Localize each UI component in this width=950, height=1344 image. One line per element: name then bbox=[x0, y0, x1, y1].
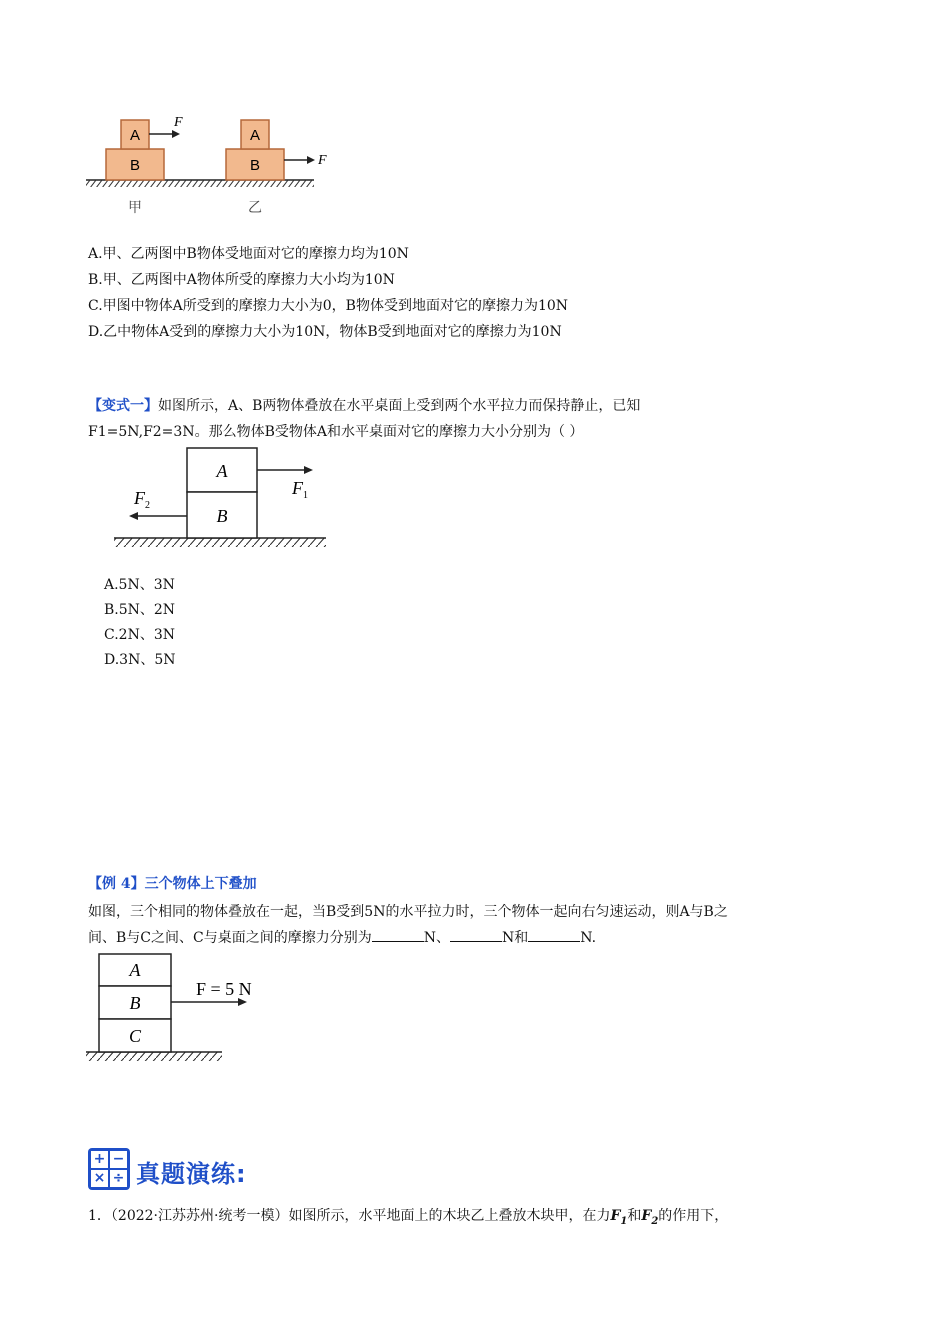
figure-variant1 bbox=[110, 446, 340, 558]
q1-option-b: B.甲、乙两图中A物体所受的摩擦力大小均为10N bbox=[88, 272, 395, 288]
ex4-label-c: C bbox=[128, 1026, 142, 1046]
yi-label-b: B bbox=[249, 157, 261, 174]
v1-f2-label: $F_2$ bbox=[134, 488, 150, 511]
blank-3 bbox=[528, 927, 580, 942]
variant1-line2: F1=5N,F2=3N。那么物体B受物体A和水平桌面对它的摩擦力大小分别为（ ） bbox=[88, 424, 584, 440]
variant1-tag: 【变式一】 bbox=[88, 398, 158, 414]
variant1-text1: 如图所示，A、B两物体叠放在水平桌面上受到两个水平拉力而保持静止，已知 bbox=[158, 398, 641, 414]
v1-option-b: B.5N、2N bbox=[104, 602, 176, 618]
v1-label-a: A bbox=[216, 461, 228, 481]
jia-label-b: B bbox=[129, 157, 141, 174]
question1-line: 1．（2022·江苏苏州·统考一模）如图所示，水平地面上的木块乙上叠放木块甲，在力$F_1$和$F_2$的作用下， bbox=[88, 1208, 729, 1227]
example4-line1: 如图，三个相同的物体叠放在一起，当B受到5N的水平拉力时，三个物体一起向右匀速运动，则A与B之 bbox=[88, 904, 728, 920]
variant1-line1 bbox=[88, 396, 640, 416]
v1-label-b: B bbox=[216, 506, 228, 526]
q1-option-d: D.乙中物体A受到的摩擦力大小为10N，物体B受到地面对它的摩擦力为10N bbox=[88, 324, 562, 340]
v1-option-c: C.2N、3N bbox=[104, 627, 175, 643]
yi-force-label: F bbox=[318, 153, 327, 168]
yi-label-a: A bbox=[249, 127, 261, 144]
q1-option-c: C.甲图中物体A所受到的摩擦力大小为0，B物体受到地面对它的摩擦力为10N bbox=[88, 298, 569, 314]
ex4-label-a: A bbox=[129, 960, 141, 980]
v1-f1-label: $F_1$ bbox=[292, 478, 308, 501]
label-jia: 甲 bbox=[128, 200, 142, 216]
figure-example4 bbox=[84, 950, 274, 1070]
blank-1 bbox=[372, 927, 424, 942]
section-title: 真题演练: bbox=[136, 1160, 247, 1188]
label-yi: 乙 bbox=[248, 200, 262, 216]
section-header bbox=[88, 1146, 388, 1194]
q1-option-a: A.甲、乙两图中B物体受地面对它的摩擦力均为10N bbox=[88, 246, 409, 262]
example4-tag: 【例 4】三个物体上下叠加 bbox=[88, 876, 257, 892]
blank-2 bbox=[450, 927, 502, 942]
jia-label-a: A bbox=[129, 127, 141, 144]
calculator-icon: + − × ÷ bbox=[88, 1148, 130, 1190]
v1-option-a: A.5N、3N bbox=[104, 577, 175, 593]
v1-option-d: D.3N、5N bbox=[104, 652, 176, 668]
example4-line2: 间、B与C之间、C与桌面之间的摩擦力分别为 N、 N和 N. bbox=[88, 927, 596, 948]
ex4-force-label: F = 5 N bbox=[196, 979, 252, 999]
question1-number: 1． bbox=[88, 1208, 111, 1224]
ex4-label-b: B bbox=[129, 993, 141, 1013]
jia-force-label: F bbox=[174, 115, 183, 130]
figure-friction-jia-yi bbox=[84, 108, 327, 220]
